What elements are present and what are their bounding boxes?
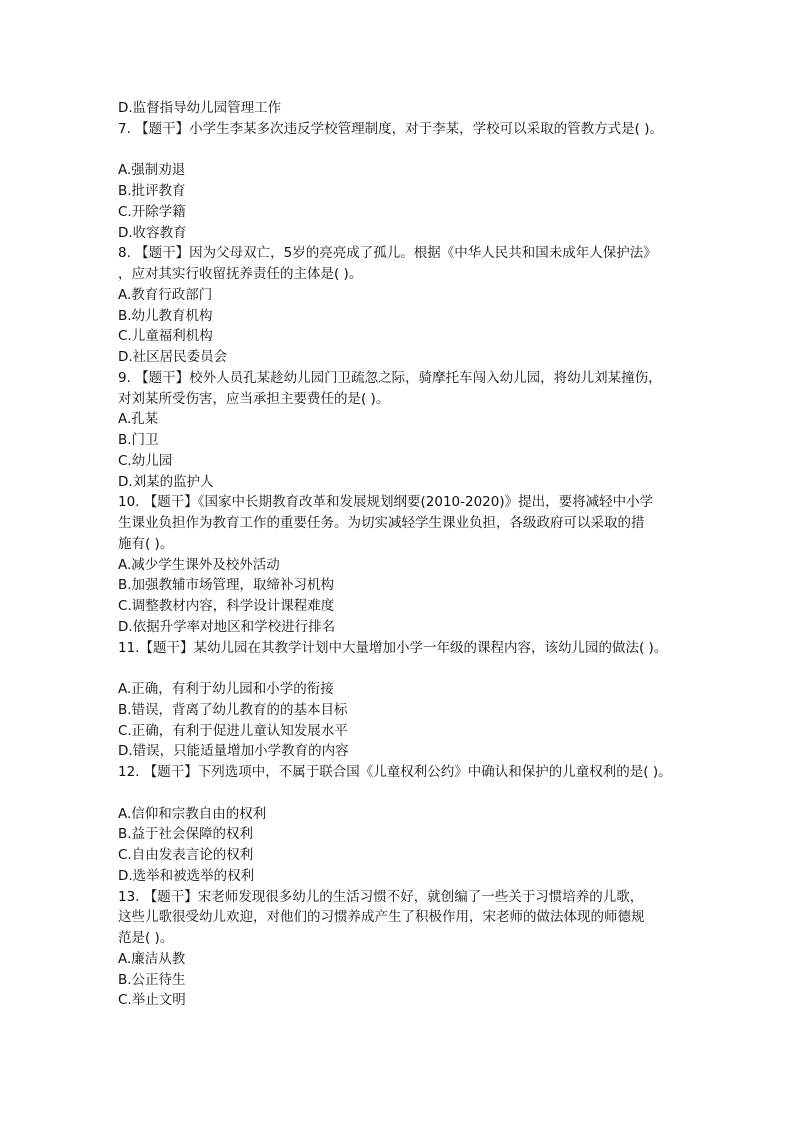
option-line: D.刘某的监护人 [118, 473, 214, 490]
option-line: A.廉洁从教 [118, 950, 186, 967]
option-line: A.强制劝退 [118, 162, 186, 179]
option-line: B.批评教育 [118, 183, 186, 199]
option-line: D.监督指导幼儿园管理工作 [118, 100, 282, 116]
question-7: 7. 【题干】小学生李某多次违反学校管理制度，对于李某，学校可以采取的管教方式是( )。 [118, 120, 663, 137]
question-10-cont: 生课业负担作为教育工作的重要任务。为切实减轻学生课业负担，各级政府可以采取的措 [118, 515, 645, 531]
option-line: C.调整教材内容，科学设计课程难度 [118, 598, 335, 614]
blank-line [118, 783, 718, 804]
question-13-cont: 这些儿歌很受幼儿欢迎，对他们的习惯养成产生了积极作用，宋老师的做法体现的师德规 [118, 909, 645, 926]
option-line: D.依据升学率对地区和学校进行排名 [118, 618, 336, 635]
question-10: 10. 【题干】《国家中长期教育改革和发展规划纲要(2010-2020)》提出，要将减轻中小学 [118, 494, 654, 511]
option-line: C.儿童福利机构 [118, 328, 213, 345]
blank-line [118, 140, 718, 161]
question-11: 11.【题干】某幼儿园在其教学计划中大量增加小学一年级的课程内容，该幼儿园的做法( )。 [118, 639, 668, 656]
option-line: A.教育行政部门 [118, 286, 213, 303]
blank-line [118, 658, 718, 679]
option-line: B.门卫 [118, 432, 159, 448]
document-page [118, 98, 718, 1011]
option-line: B.加强教辅市场管理，取缔补习机构 [118, 577, 335, 594]
question-13-cont: 范是( )。 [118, 930, 174, 946]
option-line: C.开除学籍 [118, 203, 186, 220]
option-line: D.选举和被选举的权利 [118, 867, 255, 884]
question-10-cont: 施有( )。 [118, 535, 174, 552]
question-8-cont: ，应对其实行收留抚养责任的主体是( )。 [118, 266, 363, 282]
option-line: C.幼儿园 [118, 452, 173, 469]
option-line: A.孔某 [118, 411, 159, 428]
option-line: C.自由发表言论的权利 [118, 847, 254, 863]
option-line: C.正确，有利于促进儿童认知发展水平 [118, 722, 348, 739]
question-9: 9. 【题干】校外人员孔某趁幼儿园门卫疏忽之际，骑摩托车闯入幼儿园，将幼儿刘某撞伤， [118, 369, 662, 386]
option-line: A.正确，有利于幼儿园和小学的衔接 [118, 681, 334, 697]
option-line: C.举止文明 [118, 992, 186, 1009]
question-9-cont: 对刘某所受伤害，应当承担主要费任的是( )。 [118, 390, 390, 407]
option-line: D.收容教育 [118, 224, 187, 241]
question-12: 12. 【题干】下列选项中，不属于联合国《儿童权利公约》中确认和保护的儿童权利的是( )。 [118, 764, 672, 780]
option-line: B.益于社会保障的权利 [118, 826, 254, 843]
option-line: D.错误，只能适量增加小学教育的内容 [118, 743, 349, 760]
option-line: A.信仰和宗教自由的权利 [118, 805, 267, 822]
option-line: D.社区居民委员会 [118, 349, 228, 365]
option-line: B.错误，背离了幼儿教育的的基本目标 [118, 701, 348, 718]
question-13: 13. 【题干】宋老师发现很多幼儿的生活习惯不好，就创编了一些关于习惯培养的儿歌， [118, 888, 644, 905]
option-line: B.公正待生 [118, 971, 186, 988]
option-line: B.幼儿教育机构 [118, 307, 213, 324]
question-8: 8. 【题干】因为父母双亡，5岁的亮亮成了孤儿。根据《中华人民共和国未成年人保护法》 [118, 245, 657, 262]
option-line: A.减少学生课外及校外活动 [118, 556, 280, 573]
